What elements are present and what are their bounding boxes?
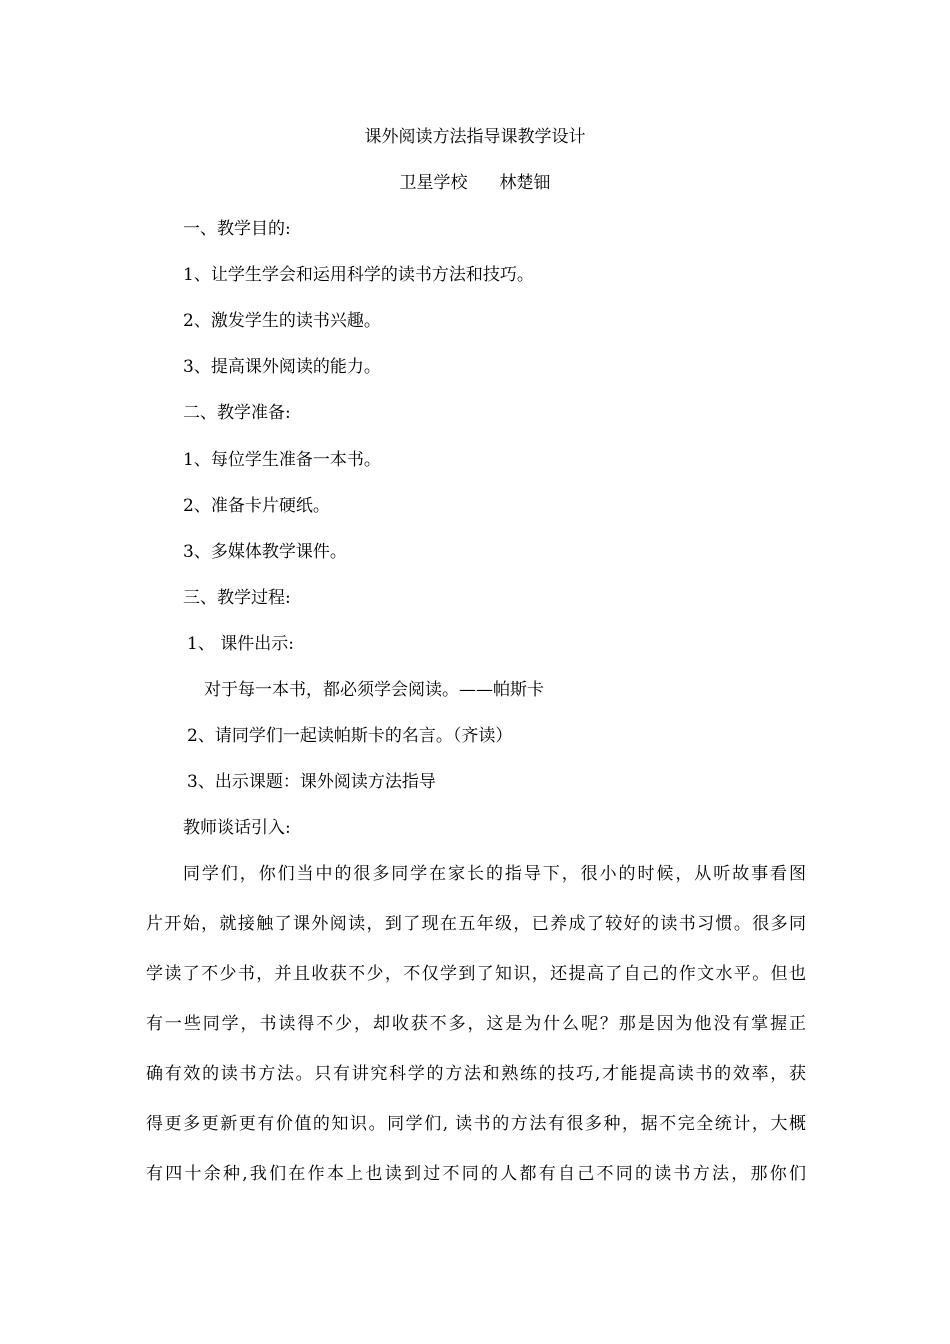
section-heading-process: 三、教学过程: [183, 588, 291, 608]
objective-item-3: 3、提高课外阅读的能力。 [183, 357, 381, 377]
document-title: 课外阅读方法指导课教学设计 [364, 127, 586, 147]
process-step-2: 2、请同学们一起读帕斯卡的名言。（齐读） [187, 726, 513, 746]
process-step-3: 3、出示课题：课外阅读方法指导 [187, 772, 436, 792]
paragraph-line: 学读了不少书，并且收获不少，不仅学到了知识，还提高了自己的作文水平。但也 [146, 964, 806, 984]
paragraph-line: 确有效的读书方法。只有讲究科学的方法和熟练的技巧,才能提高读书的效率，获 [146, 1064, 806, 1084]
objective-item-1: 1、让学生学会和运用科学的读书方法和技巧。 [183, 265, 534, 285]
preparation-item-1: 1、每位学生准备一本书。 [183, 450, 381, 470]
paragraph-line: 有一些同学，书读得不少，却收获不多，这是为什么呢？那是因为他没有掌握正 [146, 1014, 806, 1034]
quote-line: 对于每一本书，都必须学会阅读。——帕斯卡 [204, 680, 544, 700]
paragraph-line: 片开始，就接触了课外阅读，到了现在五年级，已养成了较好的读书习惯。很多同 [146, 914, 806, 934]
paragraph-line: 有四十余种,我们在作本上也读到过不同的人都有自己不同的读书方法，那你们 [146, 1164, 806, 1184]
teacher-intro-heading: 教师谈话引入: [183, 818, 291, 838]
preparation-item-2: 2、准备卡片硬纸。 [183, 496, 330, 516]
author-line [0, 172, 950, 194]
paragraph-line: 同学们，你们当中的很多同学在家长的指导下，很小的时候，从听故事看图 [183, 864, 806, 884]
section-heading-objectives: 一、教学目的: [183, 219, 291, 239]
process-step-1: 1、 课件出示: [187, 634, 294, 654]
paragraph-line: 得更多更新更有价值的知识。同学们, 读书的方法有很多种，据不完全统计，大概 [146, 1114, 806, 1134]
author-name: 林楚钿 [499, 173, 551, 193]
school-name: 卫星学校 [399, 173, 468, 193]
objective-item-2: 2、激发学生的读书兴趣。 [183, 311, 381, 331]
preparation-item-3: 3、多媒体教学课件。 [183, 542, 347, 562]
section-heading-preparation: 二、教学准备: [183, 403, 291, 423]
